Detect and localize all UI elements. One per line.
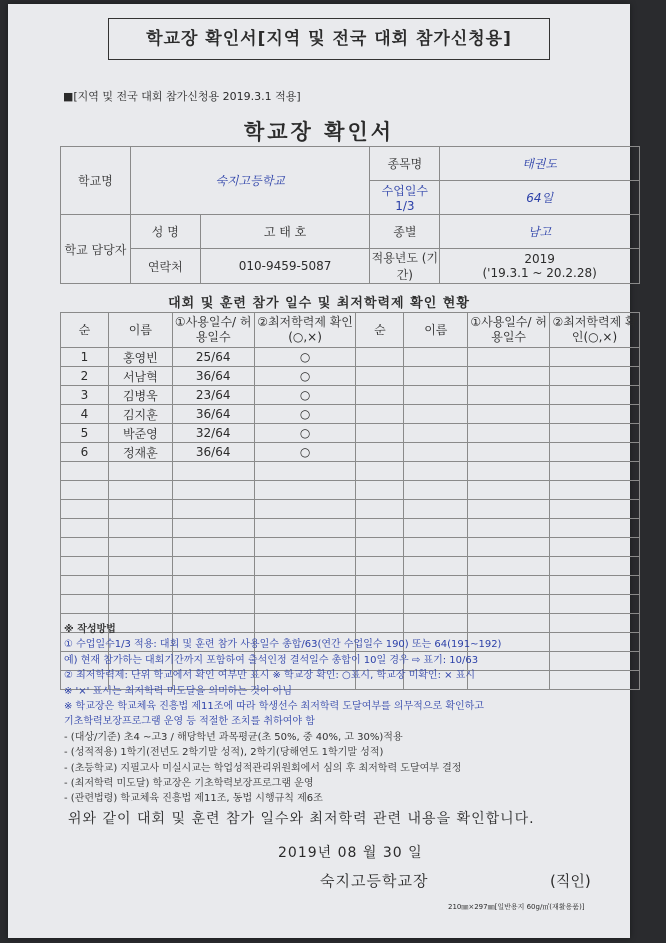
days-label: 수업일수 1/3 [370,181,440,215]
empty-row [61,538,640,557]
empty-row [61,595,640,614]
category-label: 종별 [370,215,440,249]
min-score-check: ○ [254,424,356,443]
empty-cell [550,424,640,443]
school-label: 학교명 [61,147,131,215]
empty-cell [356,405,404,424]
issuer-name: 숙지고등학교장 [320,872,429,890]
empty-cell [356,424,404,443]
empty-row [61,557,640,576]
min-score-check: ○ [254,367,356,386]
empty-row [61,576,640,595]
column-header: 순 [61,313,109,348]
days-used: 23/64 [172,386,254,405]
empty-cell [356,443,404,462]
name-value: 고 태 호 [200,215,370,249]
official-seal-label: (직인) [550,872,591,890]
empty-cell [468,386,550,405]
document-page [8,4,637,938]
writing-instructions [64,622,634,807]
days-used: 25/64 [172,348,254,367]
staff-label: 학교 담당자 [61,215,131,284]
empty-cell [550,348,640,367]
empty-cell [356,348,404,367]
row-number: 1 [61,348,109,367]
column-header: ①사용일수/ 허용일수 [172,313,254,348]
paper-spec-footer: 210㎜×297㎜[일반용지 60g/㎡(재활용품)] [448,903,585,911]
note-line: - (관련법령) 학교체육 진흥법 제11조, 동법 시행규칙 제6조 [64,793,323,805]
category-value: 남고 [440,215,640,249]
column-header: 이름 [404,313,468,348]
table-row [61,405,640,424]
column-header: 순 [356,313,404,348]
year-label: 적용년도 (기간) [370,249,440,284]
student-name: 김지훈 [108,405,172,424]
table-row [61,367,640,386]
empty-cell [404,386,468,405]
days-used: 32/64 [172,424,254,443]
empty-cell [468,405,550,424]
name-label: 성 명 [130,215,200,249]
year-cell [440,249,640,284]
empty-cell [404,348,468,367]
days-used: 36/64 [172,405,254,424]
empty-row [61,500,640,519]
empty-cell [404,405,468,424]
empty-cell [550,386,640,405]
row-number: 6 [61,443,109,462]
document-title: 학교장 확인서 [243,120,395,144]
min-score-check: ○ [254,348,356,367]
table-row [61,443,640,462]
empty-cell [468,424,550,443]
note-line: ② 최저학력제: 단위 학교에서 확인 여부만 표시 ※ 학교장 확인: ○표시, 학교장 미확인: × 표시 [64,670,476,682]
empty-cell [356,367,404,386]
row-number: 2 [61,367,109,386]
empty-row [61,519,640,538]
empty-cell [404,443,468,462]
empty-cell [468,348,550,367]
days-used: 36/64 [172,443,254,462]
note-line: ※ '×' 표시는 최저학력 미도달을 의미하는 것이 아님 [64,685,293,697]
empty-cell [550,443,640,462]
student-name: 박준영 [108,424,172,443]
note-line: - (최저학력 미도달) 학교장은 기초학력보장프로그램 운영 [64,778,314,790]
column-header: ①사용일수/ 허용일수 [468,313,550,348]
note-line: 기초학력보장프로그램 운영 등 적절한 조치를 취하여야 함 [64,716,315,728]
event-label: 종목명 [370,147,440,181]
school-info-table [60,146,640,284]
table-header-row [61,313,640,348]
column-header: 이름 [108,313,172,348]
table-row [61,386,640,405]
note-line: - (초등학교) 지필고사 미실시교는 학업성적관리위원회에서 심의 후 최저학력 도달여부 결정 [64,762,462,774]
note-line: - (성적적용) 1학기(전년도 2학기말 성적), 2학기(당해연도 1학기말 성적) [64,747,384,759]
row-number: 3 [61,386,109,405]
column-header: ②최저학력제 확인(○,×) [550,313,640,348]
student-name: 정재훈 [108,443,172,462]
note-line: ① 수업일수1/3 적용: 대회 및 훈련 참가 사용일수 총합/63(연간 수업일수 190) 또는 64(191~192) [64,639,502,651]
note-line: ※ 작성방법 [64,624,116,635]
year-value: 2019 [524,252,555,266]
row-number: 4 [61,405,109,424]
student-name: 홍영빈 [108,348,172,367]
header-box-title: 학교장 확인서[지역 및 전국 대회 참가신청용] [108,18,550,60]
contact-value: 010-9459-5087 [200,249,370,284]
row-number: 5 [61,424,109,443]
days-used: 36/64 [172,367,254,386]
table-row [61,424,640,443]
note-line: ※ 학교장은 학교체육 진흥법 제11조에 따라 학생선수 최저학력 도달여부를 의무적으로 확인하고 [64,701,484,713]
empty-cell [550,405,640,424]
min-score-check: ○ [254,405,356,424]
applicable-date-note: ■[지역 및 전국 대회 참가신청용 2019.3.1 적용] [63,90,301,103]
school-value: 숙지고등학교 [130,147,370,215]
table-row [61,348,640,367]
column-header: ②최저학력제 확인(○,×) [254,313,356,348]
period-value: ('19.3.1 ~ 20.2.28) [482,266,597,280]
confirmation-statement: 위와 같이 대회 및 훈련 참가 일수와 최저학력 관련 내용을 확인합니다. [68,811,535,827]
empty-cell [404,424,468,443]
empty-cell [468,443,550,462]
empty-cell [404,367,468,386]
empty-cell [356,386,404,405]
contact-label: 연락처 [130,249,200,284]
note-line: 예) 현재 참가하는 대회기간까지 포함하여 출석인정 결석일수 총합이 10일 경우 ⇨ 표기: 10/63 [64,654,479,666]
event-value: 태권도 [440,147,640,181]
empty-row [61,481,640,500]
empty-cell [468,367,550,386]
min-score-check: ○ [254,443,356,462]
empty-cell [550,367,640,386]
student-name: 서남혁 [108,367,172,386]
section-title: 대회 및 훈련 참가 일수 및 최저학력제 확인 현황 [168,296,470,311]
empty-row [61,462,640,481]
student-name: 김병욱 [108,386,172,405]
issue-date: 2019년 08 월 30 일 [278,845,423,861]
min-score-check: ○ [254,386,356,405]
days-value: 64일 [440,181,640,215]
note-line: - (대상/기준) 초4 ~고3 / 해당학년 과목평균(초 50%, 중 40%, 고 30%)적용 [64,731,403,743]
